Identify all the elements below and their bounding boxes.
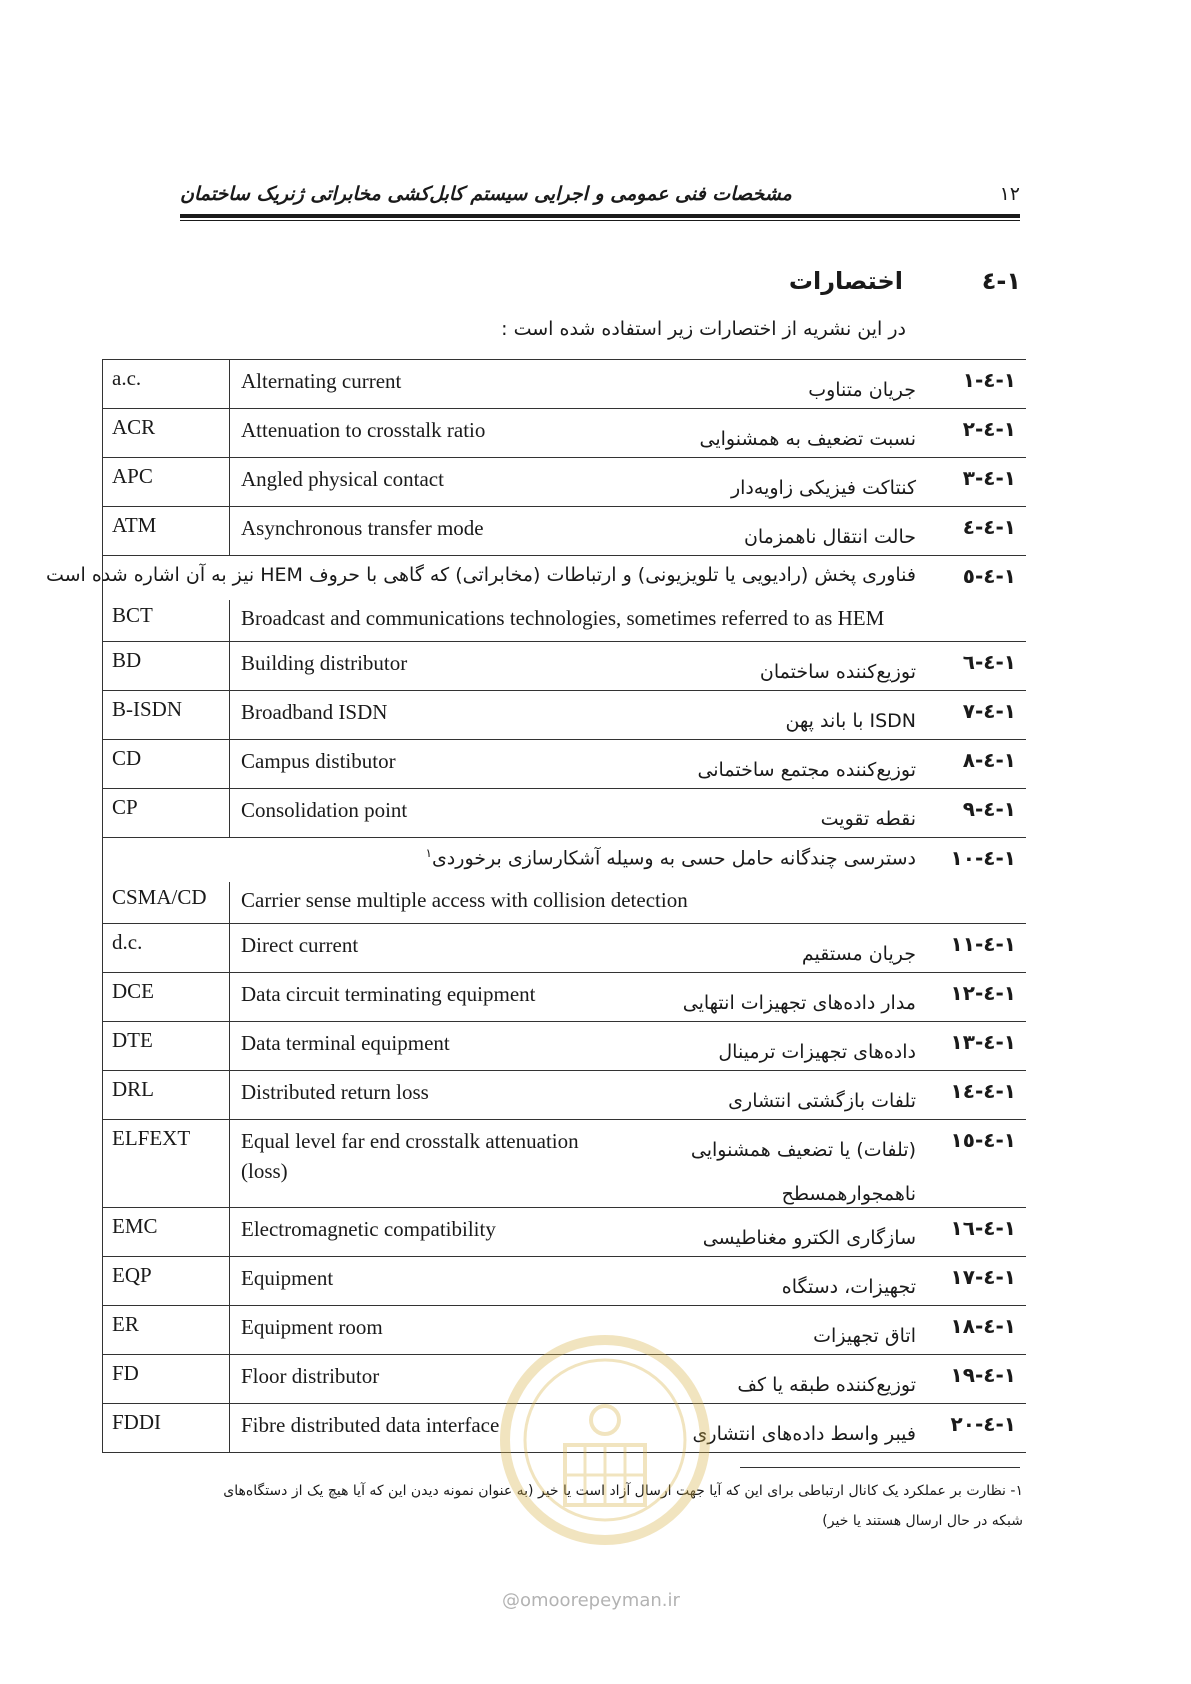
watermark-site: @omoorepeyman.ir [502,1590,680,1611]
persian-term: دسترسی چندگانه حامل حسی به وسیله آشکارسازی برخوردی$^۱$ [425,846,916,870]
item-number: ۱-٤-۲۰ [950,1412,1016,1436]
persian-term: (تلفات) یا تضعیف همشنوایی ناهمجوارهمسطح [690,1139,916,1205]
abbreviation: ACR [112,415,156,439]
item-number: ۱-٤-۱۱ [950,932,1016,956]
table-row [102,1257,1026,1306]
item-number: ۱-٤-۹ [962,797,1016,821]
persian-term: ISDN با باند پهن [785,710,916,732]
table-row [102,924,1026,973]
table-row [102,1208,1026,1257]
table-row [102,973,1026,1022]
section-number: ۱-٤ [981,267,1021,295]
persian-term: جریان متناوب [808,379,916,401]
abbreviation: FD [112,1361,139,1385]
abbreviation: DCE [112,979,154,1003]
persian-term: تلفات بازگشتی انتشاری [728,1090,916,1112]
page-number: ۱۲ [999,183,1020,205]
table-row [102,507,1026,556]
english-term: Data terminal equipment [241,1031,450,1055]
item-number: ۱-٤-۲ [962,417,1016,441]
item-number: ۱-٤-۱۰ [950,846,1016,870]
abbreviation: DTE [112,1028,153,1052]
english-term: Campus distibutor [241,749,396,773]
item-number: ۱-٤-۱۹ [950,1363,1016,1387]
gear-building-logo-icon [490,1325,720,1555]
item-number: ۱-٤-۱٥ [950,1128,1016,1152]
persian-term: مدار داده‌های تجهیزات انتهایی [682,992,916,1014]
english-term: Broadband ISDN [241,700,388,724]
header-rule-thin [180,220,1020,221]
abbreviation: DRL [112,1077,154,1101]
persian-term: اتاق تجهیزات [813,1325,916,1347]
persian-term: سازگاری الکترو مغناطیسی [702,1227,916,1249]
item-number: ۱-٤-۱۳ [950,1030,1016,1054]
item-number: ۱-٤-۱۸ [950,1314,1016,1338]
abbreviation: EMC [112,1214,158,1238]
item-number: ۱-٤-۱۲ [950,981,1016,1005]
table-row [102,691,1026,740]
table-row [45,556,1026,642]
english-term: Broadcast and communications technologies, sometimes referred to as HEM [241,606,885,630]
persian-term: تجهیزات، دستگاه [781,1276,916,1298]
abbreviation: CSMA/CD [112,885,207,909]
section-title: اختصارات [788,267,903,295]
item-number: ۱-٤-۳ [962,466,1016,490]
item-number: ۱-٤-٥ [962,564,1016,588]
item-number: ۱-٤-٤ [962,515,1016,539]
english-term: Carrier sense multiple access with collision detection [241,888,688,912]
persian-term: نسبت تضعیف به همشنوایی [699,428,916,450]
persian-term: داده‌های تجهیزات ترمینال [718,1041,916,1063]
abbreviation: BD [112,648,142,672]
abbreviation: ELFEXT [112,1126,191,1150]
persian-term: کنتاکت فیزیکی زاویه‌دار [730,477,916,499]
table-row [102,789,1026,838]
intro-text: در این نشریه از اختصارات زیر استفاده شده است : [501,318,906,340]
abbreviation: a.c. [112,366,142,390]
item-number: ۱-٤-۱٦ [950,1216,1016,1240]
persian-term: توزیع‌کننده مجتمع ساختمانی [697,759,916,781]
table-row [102,1071,1026,1120]
abbreviation: ATM [112,513,157,537]
footnote-mark: ۱ [425,846,432,860]
english-term: Distributed return loss [241,1080,429,1104]
item-number: ۱-٤-٦ [962,650,1016,674]
table-row [102,1120,1026,1208]
persian-term: توزیع‌کننده ساختمان [759,661,916,683]
page-header [180,183,1020,213]
abbreviation: BCT [112,603,153,627]
english-term: Fibre distributed data interface [241,1413,500,1437]
abbreviation: FDDI [112,1410,162,1434]
persian-term: حالت انتقال ناهمزمان [743,526,916,548]
item-number: ۱-٤-۱ [962,368,1016,392]
english-term: Equipment room [241,1315,383,1339]
table-row [102,838,1026,924]
table-row [102,740,1026,789]
abbreviation: d.c. [112,930,143,954]
table-row [102,409,1026,458]
persian-term: فناوری پخش (رادیویی یا تلویزیونی) و ارتباطات (مخابراتی) که گاهی با حروف HEM نیز به آن اشاره شده است [45,564,916,586]
footnote-rule [740,1467,1020,1468]
abbreviation: EQP [112,1263,152,1287]
abbreviation: ER [112,1312,139,1336]
table-row [102,1022,1026,1071]
persian-term: نقطه تقویت [820,808,916,830]
english-term: Alternating current [241,369,402,393]
persian-term: جریان مستقیم [801,943,916,965]
english-term: Asynchronous transfer mode [241,516,484,540]
english-term: Equal level far end crosstalk attenuation (loss) [241,1129,579,1183]
english-term: Data circuit terminating equipment [241,982,536,1006]
english-term: Attenuation to crosstalk ratio [241,418,486,442]
abbreviation: CD [112,746,142,770]
table-row [102,642,1026,691]
english-term: Angled physical contact [241,467,444,491]
abbreviation: B-ISDN [112,697,183,721]
running-title: مشخصات فنی عمومی و اجرایی سیستم کابل‌کشی مخابراتی ژنریک ساختمان [180,183,792,205]
footnote: ۱- نظارت بر عملکرد یک کانال ارتباطی برای این که آیا جهت ارسال آزاد است یا خیر (به عنوان نمونه دیدن این که آیا هیچ یک از دستگاه‌های شبکه در حال ارسال هستند یا خیر) [223,1483,1023,1529]
item-number: ۱-٤-۱٤ [950,1079,1016,1103]
abbreviations-table [45,359,1026,1453]
abbreviation: CP [112,795,138,819]
table-row [102,458,1026,507]
english-term: Direct current [241,933,359,957]
table-row [102,360,1026,409]
english-term: Floor distributor [241,1364,380,1388]
persian-term: فیبر واسط داده‌های انتشاری [692,1423,916,1445]
item-number: ۱-٤-۷ [962,699,1016,723]
english-term: Consolidation point [241,798,408,822]
item-number: ۱-٤-۱۷ [950,1265,1016,1289]
english-term: Equipment [241,1266,334,1290]
header-rule [180,214,1020,218]
persian-term: توزیع‌کننده طبقه یا کف [737,1374,916,1396]
english-term: Electromagnetic compatibility [241,1217,496,1241]
english-term: Building distributor [241,651,408,675]
abbreviation: APC [112,464,153,488]
item-number: ۱-٤-۸ [962,748,1016,772]
